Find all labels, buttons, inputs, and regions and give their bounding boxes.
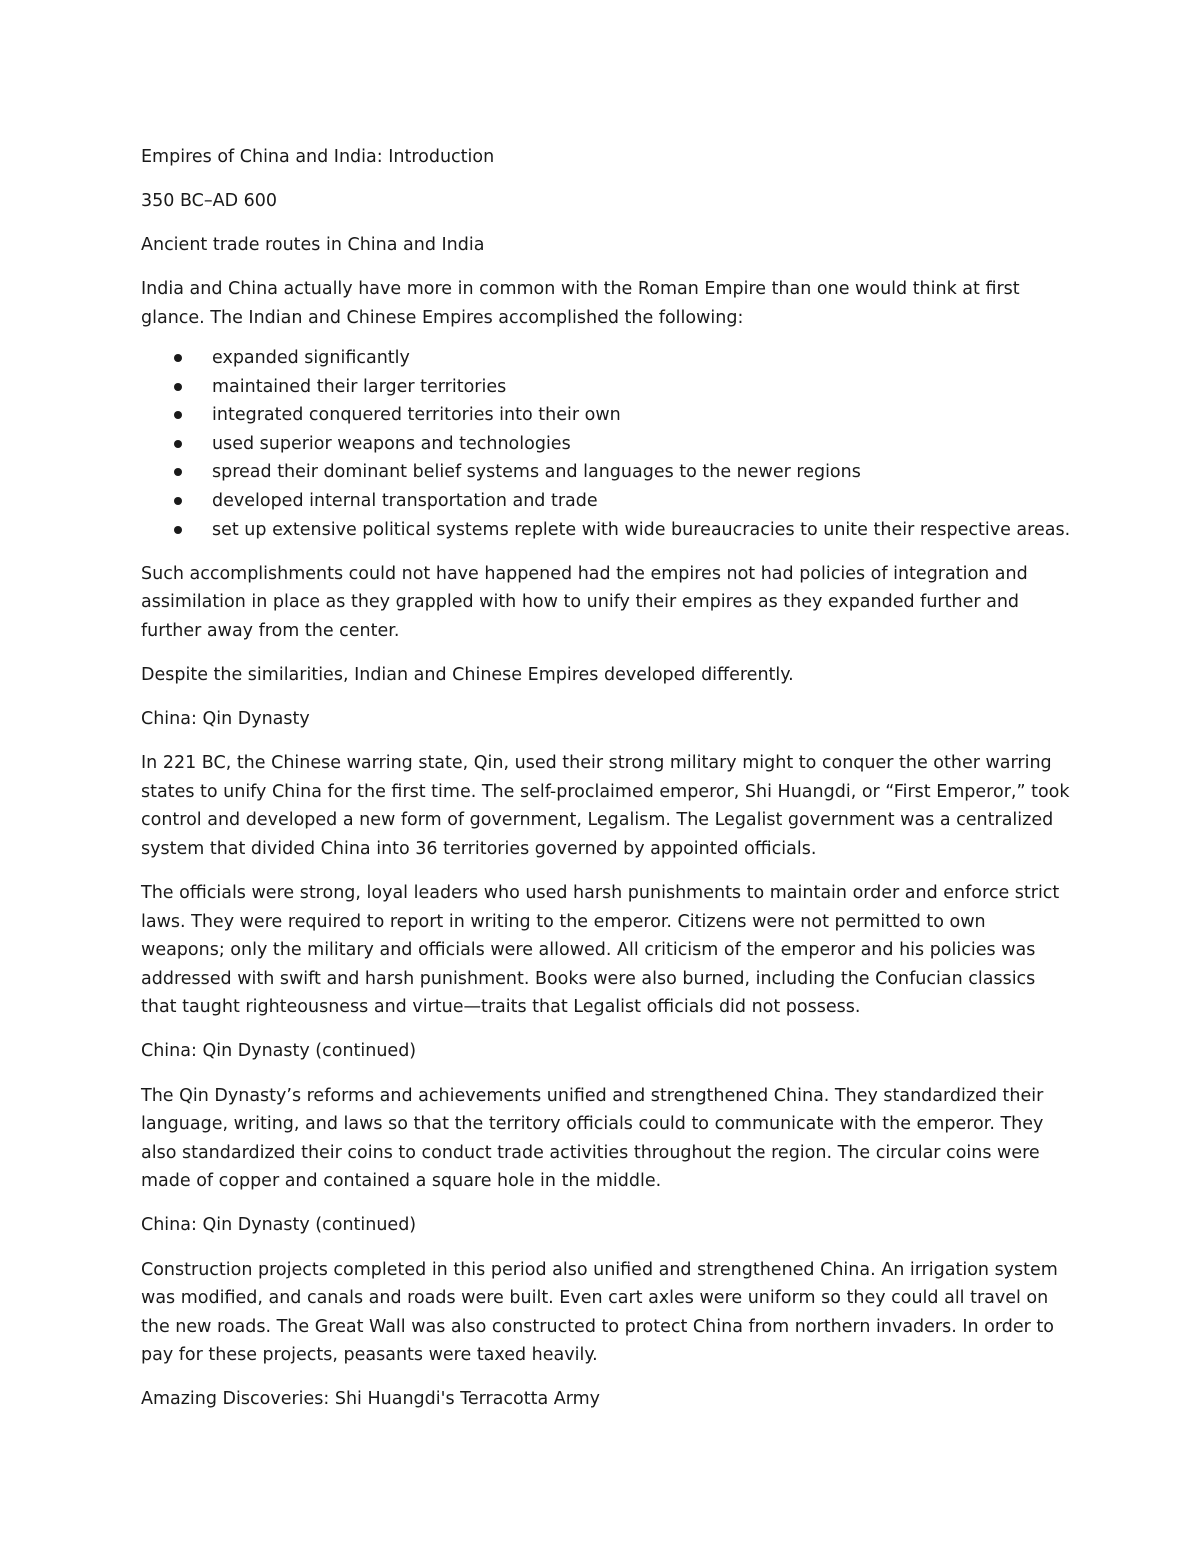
qin-paragraph-1: In 221 BC, the Chinese warring state, Qin, used their strong military might to conquer the other warring states to unify China for the first time. The self-proclaimed emperor, Shi Huangdi, or “First Emperor,” took control and developed a new form of government, Legalism. The Legalist government was a centralized system that divided China into 36 territories governed by appointed officials.: [141, 753, 1070, 859]
bullet-icon: [174, 497, 182, 505]
date-range: 350 BC–AD 600: [141, 191, 278, 212]
bullet-icon: [174, 440, 182, 448]
list-item: [141, 430, 1071, 459]
section-heading-qin-continued-2: China: Qin Dynasty (continued): [141, 1215, 417, 1236]
list-item: [141, 373, 1071, 402]
section-heading-qin-continued-1: China: Qin Dynasty (continued): [141, 1041, 417, 1062]
section-heading-qin: China: Qin Dynasty: [141, 709, 310, 729]
accomplishments-list: [141, 344, 1071, 544]
document-body: [141, 143, 1071, 1429]
list-item: [141, 401, 1071, 430]
bullet-icon: [174, 354, 182, 362]
qin-paragraph-2: The officials were strong, loyal leaders who used harsh punishments to maintain order and enforce strict laws. They were required to report in writing to the emperor. Citizens were not permitted to own weapons; only the military and officials were allowed. All criticism of the emperor and his policies was addressed with swift and harsh punishment. Books were also burned, including the Confucian classics that taught righteousness and virtue—traits that Legalist officials did not possess.: [141, 882, 1060, 1018]
bullet-icon: [174, 468, 182, 476]
list-item-text: developed internal transportation and trade: [212, 490, 598, 511]
accomplishments-paragraph: Such accomplishments could not have happened had the empires not had policies of integration and assimilation in place as they grappled with how to unify their empires as they expanded further and further away from the center.: [141, 563, 1028, 641]
list-item-text: spread their dominant belief systems and languages to the newer regions: [212, 462, 861, 483]
list-item-text: expanded significantly: [212, 347, 410, 368]
document-title: Empires of China and India: Introduction: [141, 147, 495, 167]
intro-paragraph: India and China actually have more in common with the Roman Empire than one would think at first glance. The Indian and Chinese Empires accomplished the following:: [141, 279, 1020, 328]
section-heading-discoveries: Amazing Discoveries: Shi Huangdi's Terracotta Army: [141, 1389, 601, 1410]
qin-paragraph-4: Construction projects completed in this period also unified and strengthened China. An irrigation system was modified, and canals and roads were built. Even cart axles were uniform so they could all travel on the new roads. The Great Wall was also constructed to protect China from northern invaders. In order to pay for these projects, peasants were taxed heavily.: [141, 1259, 1058, 1366]
bullet-icon: [174, 411, 182, 419]
list-item-text: maintained their larger territories: [212, 376, 507, 397]
list-item-text: set up extensive political systems replete with wide bureaucracies to unite their respective areas.: [212, 519, 1071, 540]
list-item: [141, 487, 1071, 516]
list-item: [141, 458, 1071, 487]
list-item: [141, 516, 1071, 545]
bullet-icon: [174, 383, 182, 391]
list-item: [141, 344, 1071, 373]
list-item-text: used superior weapons and technologies: [212, 433, 571, 454]
section-subtitle: Ancient trade routes in China and India: [141, 235, 485, 256]
differences-paragraph: Despite the similarities, Indian and Chinese Empires developed differently.: [141, 664, 794, 685]
bullet-icon: [174, 526, 182, 534]
list-item-text: integrated conquered territories into their own: [212, 405, 621, 426]
qin-paragraph-3: The Qin Dynasty’s reforms and achievements unified and strengthened China. They standardized their language, writing, and laws so that the territory officials could to communicate with the emperor. They also standardized their coins to conduct trade activities throughout the region. The circular coins were made of copper and contained a square hole in the middle.: [141, 1085, 1044, 1192]
